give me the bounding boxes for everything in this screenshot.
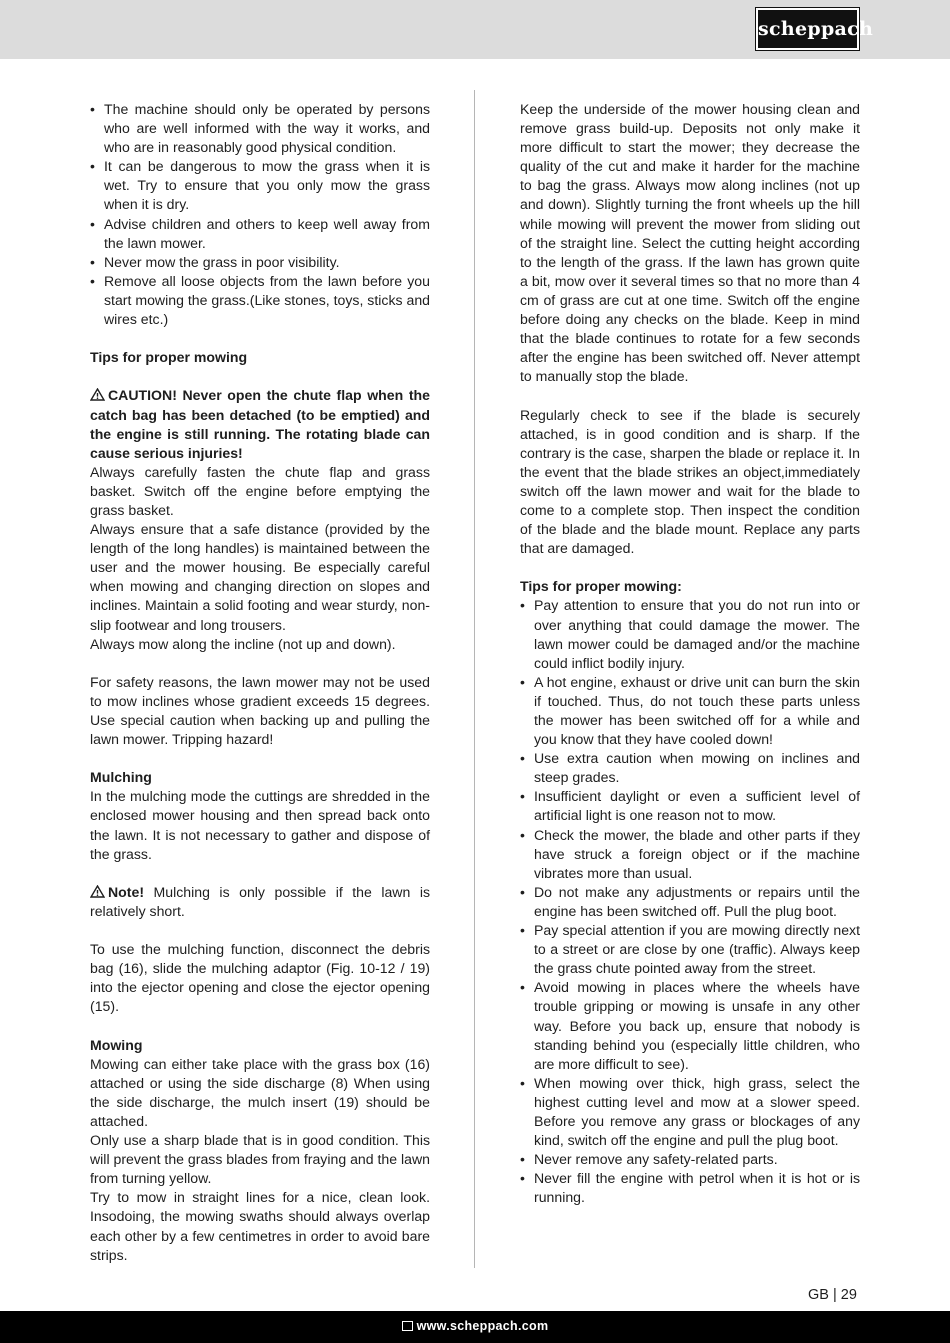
list-item: • Use extra caution when mowing on inclines and steep grades. [520,750,860,786]
caution-paragraph: CAUTION! Never open the chute flap when the catch bag has been detached (to be emptied) and the engine is still running. The rotating blade can cause serious injuries! [90,387,430,461]
body-paragraph: Always ensure that a safe distance (provided by the length of the long handles) is maintained between the user and the mower housing. Be especially careful when mowing and changing direction on slopes and inclines. Maintain a solid footing and wear sturdy, non-slip footwear and long trousers. [90,521,430,633]
list-item: • Check the mower, the blade and other parts if they have struck a foreign object or if the machine vibrates more than usual. [520,826,860,881]
list-item: • Remove all loose objects from the lawn before you start mowing the grass.(Like stones, toys, sticks and wires etc.) [90,272,430,328]
body-paragraph: To use the mulching function, disconnect the debris bag (16), slide the mulching adaptor (Fig. 10-12 / 19) into the ejector opening and close the ejector opening (15). [90,941,430,1015]
tips-heading: Tips for proper mowing [90,349,248,366]
body-paragraph: Always carefully fasten the chute flap and grass basket. Switch off the engine before emptying the grass basket. [90,463,430,518]
website-link[interactable]: www.scheppach.com [416,1319,549,1333]
list-item: • Insufficient daylight or even a sufficient level of artificial light is one reason not to mow. [520,788,860,824]
warning-icon [90,388,105,401]
body-paragraph: Mowing can either take place with the grass box (16) attached or using the side discharge (8) When using the side discharge, the mulch insert (19) should be attached. [90,1055,430,1129]
list-item: • Advise children and others to keep well away from the lawn mower. [90,215,430,251]
mowing-heading: Mowing [90,1036,143,1053]
tips-bullet-list [520,596,860,1207]
page-footer [0,1311,950,1343]
intro-bullet-list [90,100,430,329]
left-column [90,100,430,1265]
body-paragraph: Keep the underside of the mower housing clean and remove grass build-up. Deposits not only make it more difficult to start the mower; they decrease the quality of the cut and make it harder for the machine to bag the grass. Always mow along inclines (not up and down). Slightly turning the front wheels up the hill while mowing will prevent the mower from sliding out of the straight line. Select the cutting height according to the length of the grass. If the lawn has grown quite a bit, mow over it several times so that no more than 4 cm of grass are cut at one time. Switch off the engine before doing any checks on the blade. Keep in mind that the blade continues to rotate for a few seconds after the engine has been switched off. Never attempt to manually stop the blade. [520,101,860,385]
body-paragraph: Always mow along the incline (not up and down). [90,635,396,652]
list-item: • Pay special attention if you are mowing directly next to a street or are close by one (traffic). Always keep the grass chute pointed away from the street. [520,922,860,977]
computer-icon [402,1321,413,1331]
scheppach-logo: scheppach [756,8,859,50]
warning-icon [90,885,105,898]
list-item: • The machine should only be operated by persons who are well informed with the way it works, and who are in reasonably good physical condition. [90,101,430,156]
mulching-heading: Mulching [90,769,152,786]
page-header [0,0,950,59]
body-paragraph: Only use a sharp blade that is in good condition. This will prevent the grass blades from fraying and the lawn from turning yellow. [90,1132,430,1187]
note-label: Note! [108,883,145,900]
body-paragraph: Regularly check to see if the blade is securely attached, is in good condition and is sharp. If the contrary is the case, sharpen the blade or replace it. In the event that the blade strikes an object,immediately switch off the lawn mower and wait for the blade to come to a complete stop. Then inspect the condition of the blade and the blade mount. Replace any parts that are damaged. [520,406,861,557]
list-item: • Never mow the grass in poor visibility. [90,253,340,270]
list-item: • Never fill the engine with petrol when it is hot or is running. [520,1170,860,1206]
list-item: • It can be dangerous to mow the grass when it is wet. Try to ensure that you only mow the grass when it is dry. [90,158,430,213]
body-paragraph: In the mulching mode the cuttings are shredded in the enclosed mower housing and then spread back onto the lawn. It is not necessary to gather and dispose of the grass. [90,788,430,862]
list-item: • When mowing over thick, high grass, select the highest cutting level and mow at a slower speed. Before you remove any grass or blockages of any kind, switch off the engine and pull the plug boot. [520,1074,860,1149]
body-paragraph: Try to mow in straight lines for a nice, clean look. Insodoing, the mowing swaths should always overlap each other by a few centimetres in order to avoid bare strips. [90,1189,430,1263]
note-paragraph: Note! Mulching is only possible if the lawn is relatively short. [90,883,431,919]
column-divider [474,90,475,1268]
body-paragraph: For safety reasons, the lawn mower may not be used to mow inclines whose gradient exceeds 15 degrees. Use special caution when backing up and pulling the lawn mower. Tripping hazard! [90,673,430,748]
list-item: • Pay attention to ensure that you do not run into or over anything that could damage the mower. The lawn mower could be damaged and/or the machine could inflict bodily injury. [520,597,860,671]
page-number: GB | 29 [808,1287,857,1303]
list-item: • Avoid mowing in places where the wheels have trouble gripping or mowing is unsafe in any other way. Before you back up, ensure that nobody is standing behind you (especially little children, who are more difficult to see). [520,979,860,1072]
list-item: • Never remove any safety-related parts. [520,1151,778,1168]
list-item: • Do not make any adjustments or repairs until the engine has been switched off. Pull the plug boot. [520,883,860,919]
list-item: • A hot engine, exhaust or drive unit can burn the skin if touched. Thus, do not touch these parts unless the mower has been switched off for a while and you know that they have cooled down! [520,673,860,748]
right-column [520,100,860,1207]
tips-heading: Tips for proper mowing: [520,578,682,595]
